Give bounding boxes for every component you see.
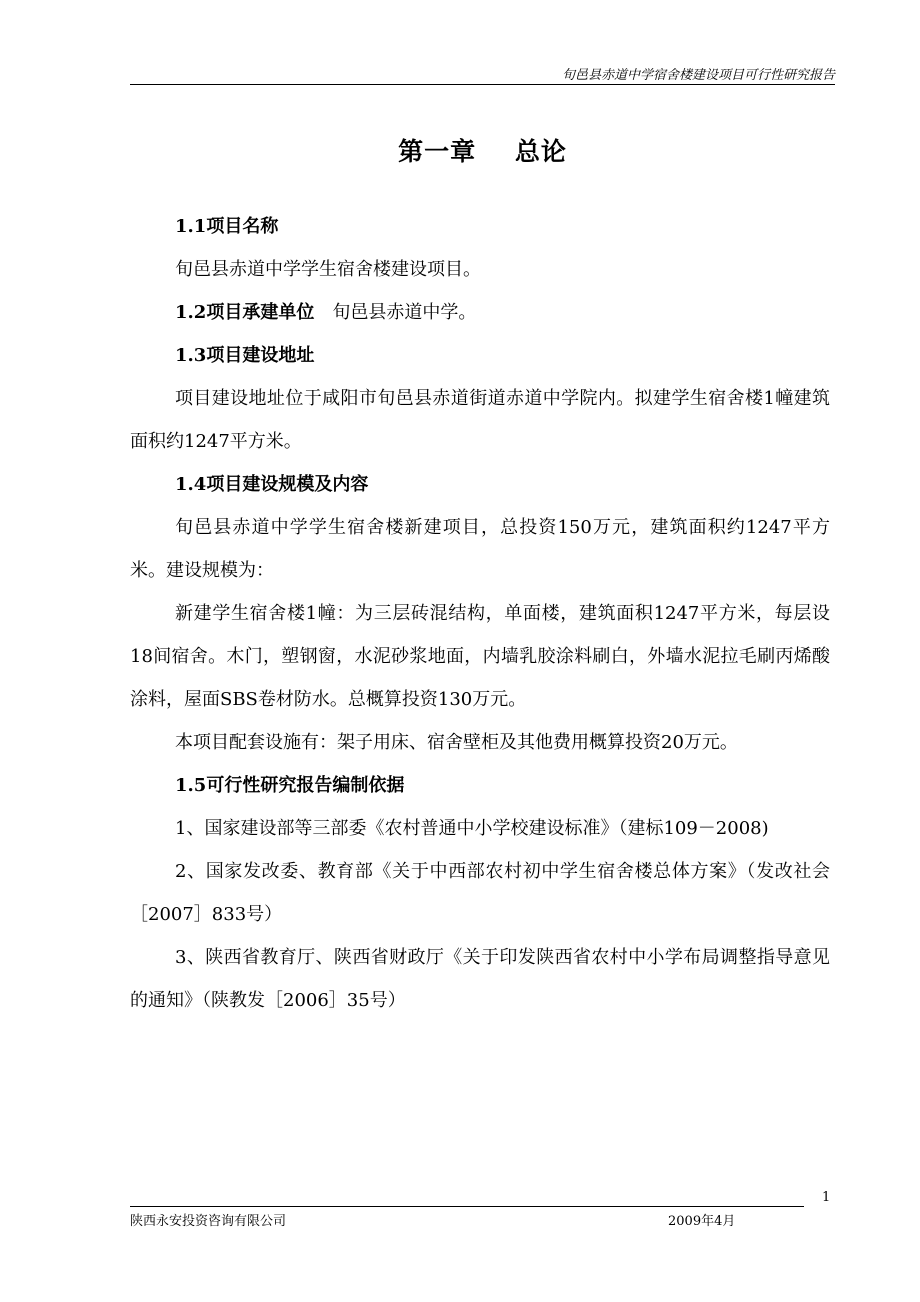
section-1-2-value [314, 302, 476, 323]
section-1-4-body-2: 新建学生宿舍楼1幢：为三层砖混结构，单面楼，建筑面积1247平方米，每层设18间宿舍。木门，塑钢窗，水泥砂浆地面，内墙乳胶涂料刷白，外墙水泥拉毛刷丙烯酸涂料，屋面SBS卷材防水。总概算投资130万元。 [130, 603, 830, 710]
page-number: 1 [822, 1190, 831, 1205]
section-1-4-body-1: 旬邑县赤道中学学生宿舍楼新建项目，总投资150万元，建筑面积约1247平方米。建设规模为： [130, 517, 830, 581]
basis-item-1: 1、国家建设部等三部委《农村普通中小学校建设标准》（建标109－2008) [175, 818, 769, 839]
header-document-title: 旬邑县赤道中学宿舍楼建设项目可行性研究报告 [561, 68, 835, 83]
section-1-3-body: 项目建设地址位于咸阳市旬邑县赤道街道赤道中学院内。拟建学生宿舍楼1幢建筑面积约1247平方米。 [130, 388, 830, 452]
section-1-1-body: 旬邑县赤道中学学生宿舍楼建设项目。 [175, 259, 481, 280]
footer-date: 2009年4月 [668, 1214, 736, 1229]
section-1-4-body-3: 本项目配套设施有：架子用床、宿舍壁柜及其他费用概算投资20万元。 [175, 732, 738, 753]
footer-company: 陕西永安投资咨询有限公司 [130, 1214, 287, 1229]
section-1-4-heading: 1.4项目建设规模及内容 [175, 474, 369, 495]
section-1-2-label: 1.2项目承建单位 [175, 302, 315, 323]
section-1-1-heading: 1.1项目名称 [175, 216, 279, 237]
section-1-2-value-text: 旬邑县赤道中学。 [332, 302, 477, 323]
page-header [130, 60, 835, 85]
section-1-2-heading [130, 291, 830, 334]
section-1-3-heading: 1.3项目建设地址 [175, 345, 315, 366]
section-1-5-heading: 1.5可行性研究报告编制依据 [175, 775, 405, 796]
document-body [130, 205, 830, 1022]
basis-item-3: 3、陕西省教育厅、陕西省财政厅《关于印发陕西省农村中小学布局调整指导意见的通知》（陕教发［2006］35号） [130, 947, 830, 1011]
basis-item-2: 2、国家发改委、教育部《关于中西部农村初中学生宿舍楼总体方案》（发改社会［2007］833号） [130, 861, 830, 925]
chapter-title: 第一章 总论 [398, 137, 567, 166]
footer-divider [130, 1206, 804, 1207]
